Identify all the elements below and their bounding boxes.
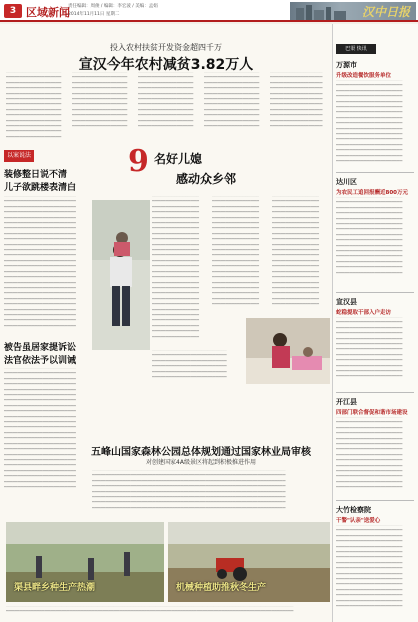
- lead-headline: 宣汉今年农村减贫3.82万人: [78, 57, 254, 73]
- brief-4-body: ▔▔▔▔▔▔▔▔▔▔▔▔▔▔▔▔▔▔▔▔▔▔▔▔ ▔▔▔▔▔▔▔▔▔▔▔▔▔▔▔▔▔▔▔▔▔▔▔▔ ▔▔▔▔▔▔▔▔▔▔▔▔▔▔▔▔▔▔▔▔▔▔▔▔ ▔▔▔▔▔▔▔▔▔▔▔▔▔▔▔▔▔▔▔▔▔▔▔▔ ▔▔▔▔▔▔▔▔▔▔▔▔▔▔▔▔▔▔▔▔▔▔▔▔ ▔▔▔▔▔▔▔▔▔▔▔▔▔▔▔▔▔▔▔▔▔▔▔▔ ▔▔▔▔▔▔▔▔▔▔▔▔▔▔▔▔▔▔▔▔▔▔▔▔ ▔▔▔▔▔▔▔▔▔▔▔▔▔▔▔▔▔▔▔▔▔▔▔▔ ▔▔▔▔▔▔▔▔▔▔▔▔▔▔▔▔▔▔▔▔▔▔▔▔ ▔▔▔▔▔▔▔▔▔▔▔▔▔▔▔▔▔▔▔▔▔▔▔▔ ▔▔▔▔▔▔▔▔▔▔▔▔▔▔▔▔▔▔▔▔▔▔▔▔ ▔▔▔▔▔▔▔▔▔▔▔▔▔▔▔▔▔▔▔▔▔▔▔▔ ▔▔▔▔▔▔▔▔▔▔▔▔▔▔▔▔▔▔▔▔▔▔▔▔ ▔▔▔▔▔▔▔▔▔▔▔▔▔▔▔▔▔▔▔▔▔▔▔▔: [336, 417, 403, 492]
- feature-photo-carry: [92, 200, 150, 350]
- case1-title-1: 装修整日说不清: [4, 170, 68, 180]
- bottom-caption-left: 渠县畔乡种生产热潮: [14, 583, 96, 593]
- brief-3-body: ▔▔▔▔▔▔▔▔▔▔▔▔▔▔▔▔▔▔▔▔▔▔▔▔ ▔▔▔▔▔▔▔▔▔▔▔▔▔▔▔▔▔▔▔▔▔▔▔▔ ▔▔▔▔▔▔▔▔▔▔▔▔▔▔▔▔▔▔▔▔▔▔▔▔ ▔▔▔▔▔▔▔▔▔▔▔▔▔▔▔▔▔▔▔▔▔▔▔▔ ▔▔▔▔▔▔▔▔▔▔▔▔▔▔▔▔▔▔▔▔▔▔▔▔ ▔▔▔▔▔▔▔▔▔▔▔▔▔▔▔▔▔▔▔▔▔▔▔▔ ▔▔▔▔▔▔▔▔▔▔▔▔▔▔▔▔▔▔▔▔▔▔▔▔ ▔▔▔▔▔▔▔▔▔▔▔▔▔▔▔▔▔▔▔▔▔▔▔▔ ▔▔▔▔▔▔▔▔▔▔▔▔▔▔▔▔▔▔▔▔▔▔▔▔ ▔▔▔▔▔▔▔▔▔▔▔▔▔▔▔▔▔▔▔▔▔▔▔▔ ▔▔▔▔▔▔▔▔▔▔▔▔▔▔▔▔▔▔▔▔▔▔▔▔ ▔▔▔▔▔▔▔▔▔▔▔▔▔▔▔▔▔▔▔▔▔▔▔▔: [336, 317, 403, 381]
- brief-5-city: 大竹检察院: [336, 506, 371, 514]
- law-column-tag: 以案说法: [4, 150, 34, 162]
- lead-kicker: 投入农村扶贫开发资金超四千万: [110, 43, 222, 52]
- brief-1-city: 万源市: [336, 61, 357, 69]
- sidebar-tag-label: 巴渠: [345, 46, 356, 52]
- case2-title-2: 法官依法予以训诫: [4, 356, 77, 366]
- feature-title-1: 名好儿媳: [154, 152, 203, 166]
- sidebar-tag-label-2: 快讯: [356, 46, 367, 52]
- brief-3-city: 宣汉县: [336, 298, 357, 306]
- lead-body-col-3: ▔▔▔▔▔▔▔▔▔▔▔▔▔▔▔▔▔▔▔▔ ▔▔▔▔▔▔▔▔▔▔▔▔▔▔▔▔▔▔▔▔ ▔▔▔▔▔▔▔▔▔▔▔▔▔▔▔▔▔▔▔▔ ▔▔▔▔▔▔▔▔▔▔▔▔▔▔▔▔▔▔▔▔ ▔▔▔▔▔▔▔▔▔▔▔▔▔▔▔▔▔▔▔▔ ▔▔▔▔▔▔▔▔▔▔▔▔▔▔▔▔▔▔▔▔ ▔▔▔▔▔▔▔▔▔▔▔▔▔▔▔▔▔▔▔▔ ▔▔▔▔▔▔▔▔▔▔▔▔▔▔▔▔▔▔▔▔ ▔▔▔▔▔▔▔▔▔▔▔▔▔▔▔▔▔▔▔▔ ▔▔▔▔▔▔▔▔▔▔▔▔▔▔▔▔▔▔▔▔ ▔▔▔▔▔▔▔▔▔▔▔▔▔▔▔▔▔▔▔▔: [138, 72, 194, 131]
- bottom-caption-right: 机械种植助推秋冬生产: [176, 583, 267, 593]
- feature-number: 9: [128, 144, 149, 179]
- feature-body-col-2: ▔▔▔▔▔▔▔▔▔▔▔▔▔▔▔▔▔ ▔▔▔▔▔▔▔▔▔▔▔▔▔▔▔▔▔ ▔▔▔▔▔▔▔▔▔▔▔▔▔▔▔▔▔ ▔▔▔▔▔▔▔▔▔▔▔▔▔▔▔▔▔ ▔▔▔▔▔▔▔▔▔▔▔▔▔▔▔▔▔ ▔▔▔▔▔▔▔▔▔▔▔▔▔▔▔▔▔ ▔▔▔▔▔▔▔▔▔▔▔▔▔▔▔▔▔ ▔▔▔▔▔▔▔▔▔▔▔▔▔▔▔▔▔ ▔▔▔▔▔▔▔▔▔▔▔▔▔▔▔▔▔ ▔▔▔▔▔▔▔▔▔▔▔▔▔▔▔▔▔ ▔▔▔▔▔▔▔▔▔▔▔▔▔▔▔▔▔ ▔▔▔▔▔▔▔▔▔▔▔▔▔▔▔▔▔ ▔▔▔▔▔▔▔▔▔▔▔▔▔▔▔▔▔ ▔▔▔▔▔▔▔▔▔▔▔▔▔▔▔▔▔ ▔▔▔▔▔▔▔▔▔▔▔▔▔▔▔▔▔ ▔▔▔▔▔▔▔▔▔▔▔▔▔▔▔▔▔ ▔▔▔▔▔▔▔▔▔▔▔▔▔▔▔▔▔ ▔▔▔▔▔▔▔▔▔▔▔▔▔▔▔▔▔ ▔▔▔▔▔▔▔▔▔▔▔▔▔▔▔▔▔ ▔▔▔▔▔▔▔▔▔▔▔▔▔▔▔▔▔ ▔▔▔▔▔▔▔▔▔▔▔▔▔▔▔▔▔: [212, 196, 259, 309]
- bottom-captions-text: ▔▔▔▔▔▔▔▔▔▔▔▔▔▔▔▔▔▔▔▔▔▔▔▔▔▔▔▔▔▔▔▔▔▔▔▔▔▔▔▔▔▔▔▔▔▔▔▔▔▔▔▔▔▔▔▔▔▔▔▔▔▔▔▔▔▔▔▔▔▔▔▔▔▔▔▔▔▔▔▔▔▔▔▔▔▔▔▔▔▔▔▔▔▔▔▔▔▔▔▔▔▔▔▔ ▔▔▔▔▔▔▔▔▔▔▔▔▔▔▔▔▔▔▔▔▔▔▔▔▔▔▔▔▔▔▔▔▔▔▔▔▔▔▔▔▔▔▔▔▔▔▔▔▔▔▔▔▔▔▔▔▔▔▔▔▔▔▔▔▔▔▔▔▔▔▔▔▔▔▔▔▔▔▔▔▔▔▔▔▔▔▔▔▔▔▔▔▔▔▔▔▔▔▔▔▔▔▔▔: [6, 606, 294, 616]
- lead-body-col-1: ▔▔▔▔▔▔▔▔▔▔▔▔▔▔▔▔▔▔▔▔ ▔▔▔▔▔▔▔▔▔▔▔▔▔▔▔▔▔▔▔▔ ▔▔▔▔▔▔▔▔▔▔▔▔▔▔▔▔▔▔▔▔ ▔▔▔▔▔▔▔▔▔▔▔▔▔▔▔▔▔▔▔▔ ▔▔▔▔▔▔▔▔▔▔▔▔▔▔▔▔▔▔▔▔ ▔▔▔▔▔▔▔▔▔▔▔▔▔▔▔▔▔▔▔▔ ▔▔▔▔▔▔▔▔▔▔▔▔▔▔▔▔▔▔▔▔ ▔▔▔▔▔▔▔▔▔▔▔▔▔▔▔▔▔▔▔▔ ▔▔▔▔▔▔▔▔▔▔▔▔▔▔▔▔▔▔▔▔ ▔▔▔▔▔▔▔▔▔▔▔▔▔▔▔▔▔▔▔▔ ▔▔▔▔▔▔▔▔▔▔▔▔▔▔▔▔▔▔▔▔ ▔▔▔▔▔▔▔▔▔▔▔▔▔▔▔▔▔▔▔▔ ▔▔▔▔▔▔▔▔▔▔▔▔▔▔▔▔▔▔▔▔: [6, 72, 62, 141]
- section-title: 区域新闻: [26, 6, 70, 19]
- forest-headline: 五峰山国家森林公园总体规划通过国家林业局审核: [91, 447, 311, 458]
- brief-5-body: ▔▔▔▔▔▔▔▔▔▔▔▔▔▔▔▔▔▔▔▔▔▔▔▔ ▔▔▔▔▔▔▔▔▔▔▔▔▔▔▔▔▔▔▔▔▔▔▔▔ ▔▔▔▔▔▔▔▔▔▔▔▔▔▔▔▔▔▔▔▔▔▔▔▔ ▔▔▔▔▔▔▔▔▔▔▔▔▔▔▔▔▔▔▔▔▔▔▔▔ ▔▔▔▔▔▔▔▔▔▔▔▔▔▔▔▔▔▔▔▔▔▔▔▔ ▔▔▔▔▔▔▔▔▔▔▔▔▔▔▔▔▔▔▔▔▔▔▔▔ ▔▔▔▔▔▔▔▔▔▔▔▔▔▔▔▔▔▔▔▔▔▔▔▔ ▔▔▔▔▔▔▔▔▔▔▔▔▔▔▔▔▔▔▔▔▔▔▔▔ ▔▔▔▔▔▔▔▔▔▔▔▔▔▔▔▔▔▔▔▔▔▔▔▔ ▔▔▔▔▔▔▔▔▔▔▔▔▔▔▔▔▔▔▔▔▔▔▔▔ ▔▔▔▔▔▔▔▔▔▔▔▔▔▔▔▔▔▔▔▔▔▔▔▔ ▔▔▔▔▔▔▔▔▔▔▔▔▔▔▔▔▔▔▔▔▔▔▔▔ ▔▔▔▔▔▔▔▔▔▔▔▔▔▔▔▔▔▔▔▔▔▔▔▔ ▔▔▔▔▔▔▔▔▔▔▔▔▔▔▔▔▔▔▔▔▔▔▔▔ ▔▔▔▔▔▔▔▔▔▔▔▔▔▔▔▔▔▔▔▔▔▔▔▔ ▔▔▔▔▔▔▔▔▔▔▔▔▔▔▔▔▔▔▔▔▔▔▔▔: [336, 525, 403, 611]
- case2-body: ▔▔▔▔▔▔▔▔▔▔▔▔▔▔▔▔▔▔▔▔▔▔▔▔▔▔ ▔▔▔▔▔▔▔▔▔▔▔▔▔▔▔▔▔▔▔▔▔▔▔▔▔▔ ▔▔▔▔▔▔▔▔▔▔▔▔▔▔▔▔▔▔▔▔▔▔▔▔▔▔ ▔▔▔▔▔▔▔▔▔▔▔▔▔▔▔▔▔▔▔▔▔▔▔▔▔▔ ▔▔▔▔▔▔▔▔▔▔▔▔▔▔▔▔▔▔▔▔▔▔▔▔▔▔ ▔▔▔▔▔▔▔▔▔▔▔▔▔▔▔▔▔▔▔▔▔▔▔▔▔▔ ▔▔▔▔▔▔▔▔▔▔▔▔▔▔▔▔▔▔▔▔▔▔▔▔▔▔ ▔▔▔▔▔▔▔▔▔▔▔▔▔▔▔▔▔▔▔▔▔▔▔▔▔▔ ▔▔▔▔▔▔▔▔▔▔▔▔▔▔▔▔▔▔▔▔▔▔▔▔▔▔ ▔▔▔▔▔▔▔▔▔▔▔▔▔▔▔▔▔▔▔▔▔▔▔▔▔▔ ▔▔▔▔▔▔▔▔▔▔▔▔▔▔▔▔▔▔▔▔▔▔▔▔▔▔ ▔▔▔▔▔▔▔▔▔▔▔▔▔▔▔▔▔▔▔▔▔▔▔▔▔▔ ▔▔▔▔▔▔▔▔▔▔▔▔▔▔▔▔▔▔▔▔▔▔▔▔▔▔ ▔▔▔▔▔▔▔▔▔▔▔▔▔▔▔▔▔▔▔▔▔▔▔▔▔▔ ▔▔▔▔▔▔▔▔▔▔▔▔▔▔▔▔▔▔▔▔▔▔▔▔▔▔ ▔▔▔▔▔▔▔▔▔▔▔▔▔▔▔▔▔▔▔▔▔▔▔▔▔▔ ▔▔▔▔▔▔▔▔▔▔▔▔▔▔▔▔▔▔▔▔▔▔▔▔▔▔ ▔▔▔▔▔▔▔▔▔▔▔▔▔▔▔▔▔▔▔▔▔▔▔▔▔▔ ▔▔▔▔▔▔▔▔▔▔▔▔▔▔▔▔▔▔▔▔▔▔▔▔▔▔ ▔▔▔▔▔▔▔▔▔▔▔▔▔▔▔▔▔▔▔▔▔▔▔▔▔▔ ▔▔▔▔▔▔▔▔▔▔▔▔▔▔▔▔▔▔▔▔▔▔▔▔▔▔ ▔▔▔▔▔▔▔▔▔▔▔▔▔▔▔▔▔▔▔▔▔▔▔▔▔▔ ▔▔▔▔▔▔▔▔▔▔▔▔▔▔▔▔▔▔▔▔▔▔▔▔▔▔: [4, 368, 76, 491]
- sidebar-divider: [336, 500, 414, 501]
- lead-body-col-5: ▔▔▔▔▔▔▔▔▔▔▔▔▔▔▔▔▔▔▔ ▔▔▔▔▔▔▔▔▔▔▔▔▔▔▔▔▔▔▔ ▔▔▔▔▔▔▔▔▔▔▔▔▔▔▔▔▔▔▔ ▔▔▔▔▔▔▔▔▔▔▔▔▔▔▔▔▔▔▔ ▔▔▔▔▔▔▔▔▔▔▔▔▔▔▔▔▔▔▔ ▔▔▔▔▔▔▔▔▔▔▔▔▔▔▔▔▔▔▔ ▔▔▔▔▔▔▔▔▔▔▔▔▔▔▔▔▔▔▔ ▔▔▔▔▔▔▔▔▔▔▔▔▔▔▔▔▔▔▔ ▔▔▔▔▔▔▔▔▔▔▔▔▔▔▔▔▔▔▔ ▔▔▔▔▔▔▔▔▔▔▔▔▔▔▔▔▔▔▔ ▔▔▔▔▔▔▔▔▔▔▔▔▔▔▔▔▔▔▔: [270, 72, 323, 131]
- brief-4-city: 开江县: [336, 398, 357, 406]
- sidebar-divider: [336, 292, 414, 293]
- masthead: [0, 0, 418, 22]
- issue-date: 2014年11月11日 星期二: [68, 12, 120, 17]
- feature-body-col-3: ▔▔▔▔▔▔▔▔▔▔▔▔▔▔▔▔▔ ▔▔▔▔▔▔▔▔▔▔▔▔▔▔▔▔▔ ▔▔▔▔▔▔▔▔▔▔▔▔▔▔▔▔▔ ▔▔▔▔▔▔▔▔▔▔▔▔▔▔▔▔▔ ▔▔▔▔▔▔▔▔▔▔▔▔▔▔▔▔▔ ▔▔▔▔▔▔▔▔▔▔▔▔▔▔▔▔▔ ▔▔▔▔▔▔▔▔▔▔▔▔▔▔▔▔▔ ▔▔▔▔▔▔▔▔▔▔▔▔▔▔▔▔▔ ▔▔▔▔▔▔▔▔▔▔▔▔▔▔▔▔▔ ▔▔▔▔▔▔▔▔▔▔▔▔▔▔▔▔▔ ▔▔▔▔▔▔▔▔▔▔▔▔▔▔▔▔▔ ▔▔▔▔▔▔▔▔▔▔▔▔▔▔▔▔▔ ▔▔▔▔▔▔▔▔▔▔▔▔▔▔▔▔▔ ▔▔▔▔▔▔▔▔▔▔▔▔▔▔▔▔▔ ▔▔▔▔▔▔▔▔▔▔▔▔▔▔▔▔▔ ▔▔▔▔▔▔▔▔▔▔▔▔▔▔▔▔▔ ▔▔▔▔▔▔▔▔▔▔▔▔▔▔▔▔▔ ▔▔▔▔▔▔▔▔▔▔▔▔▔▔▔▔▔ ▔▔▔▔▔▔▔▔▔▔▔▔▔▔▔▔▔ ▔▔▔▔▔▔▔▔▔▔▔▔▔▔▔▔▔ ▔▔▔▔▔▔▔▔▔▔▔▔▔▔▔▔▔: [272, 196, 319, 309]
- sidebar-divider: [336, 172, 414, 173]
- feature-photo-care: [246, 318, 330, 384]
- case2-title-1: 被告虽居家提诉讼: [4, 343, 77, 353]
- forest-subheadline: 对创建国家4A级景区将起到积极推进作用: [146, 459, 256, 466]
- feature-title-2: 感动众乡邻: [176, 172, 237, 186]
- newspaper-logo: 汉中日报: [361, 5, 410, 19]
- forest-body: ▔▔▔▔▔▔▔▔▔▔▔▔▔▔▔▔▔▔▔▔▔▔▔▔▔▔▔▔▔▔▔▔▔▔▔▔▔▔▔▔▔▔▔▔▔▔▔▔▔▔▔▔▔▔▔▔▔▔▔▔▔▔▔▔▔▔▔▔▔▔ ▔▔▔▔▔▔▔▔▔▔▔▔▔▔▔▔▔▔▔▔▔▔▔▔▔▔▔▔▔▔▔▔▔▔▔▔▔▔▔▔▔▔▔▔▔▔▔▔▔▔▔▔▔▔▔▔▔▔▔▔▔▔▔▔▔▔▔▔▔▔ ▔▔▔▔▔▔▔▔▔▔▔▔▔▔▔▔▔▔▔▔▔▔▔▔▔▔▔▔▔▔▔▔▔▔▔▔▔▔▔▔▔▔▔▔▔▔▔▔▔▔▔▔▔▔▔▔▔▔▔▔▔▔▔▔▔▔▔▔▔▔ ▔▔▔▔▔▔▔▔▔▔▔▔▔▔▔▔▔▔▔▔▔▔▔▔▔▔▔▔▔▔▔▔▔▔▔▔▔▔▔▔▔▔▔▔▔▔▔▔▔▔▔▔▔▔▔▔▔▔▔▔▔▔▔▔▔▔▔▔▔▔ ▔▔▔▔▔▔▔▔▔▔▔▔▔▔▔▔▔▔▔▔▔▔▔▔▔▔▔▔▔▔▔▔▔▔▔▔▔▔▔▔▔▔▔▔▔▔▔▔▔▔▔▔▔▔▔▔▔▔▔▔▔▔▔▔▔▔▔▔▔▔ ▔▔▔▔▔▔▔▔▔▔▔▔▔▔▔▔▔▔▔▔▔▔▔▔▔▔▔▔▔▔▔▔▔▔▔▔▔▔▔▔▔▔▔▔▔▔▔▔▔▔▔▔▔▔▔▔▔▔▔▔▔▔▔▔▔▔▔▔▔▔ ▔▔▔▔▔▔▔▔▔▔▔▔▔▔▔▔▔▔▔▔▔▔▔▔▔▔▔▔▔▔▔▔▔▔▔▔▔▔▔▔▔▔▔▔▔▔▔▔▔▔▔▔▔▔▔▔▔▔▔▔▔▔▔▔▔▔▔▔▔▔ ▔▔▔▔▔▔▔▔▔▔▔▔▔▔▔▔▔▔▔▔▔▔▔▔▔▔▔▔▔▔▔▔▔▔▔▔▔▔▔▔▔▔▔▔▔▔▔▔▔▔▔▔▔▔▔▔▔▔▔▔▔▔▔▔▔▔▔▔▔▔: [92, 470, 286, 512]
- brief-1-headline: 升级改造餐饮服务单位: [336, 73, 392, 79]
- case1-body: ▔▔▔▔▔▔▔▔▔▔▔▔▔▔▔▔▔▔▔▔▔▔▔▔▔▔ ▔▔▔▔▔▔▔▔▔▔▔▔▔▔▔▔▔▔▔▔▔▔▔▔▔▔ ▔▔▔▔▔▔▔▔▔▔▔▔▔▔▔▔▔▔▔▔▔▔▔▔▔▔ ▔▔▔▔▔▔▔▔▔▔▔▔▔▔▔▔▔▔▔▔▔▔▔▔▔▔ ▔▔▔▔▔▔▔▔▔▔▔▔▔▔▔▔▔▔▔▔▔▔▔▔▔▔ ▔▔▔▔▔▔▔▔▔▔▔▔▔▔▔▔▔▔▔▔▔▔▔▔▔▔ ▔▔▔▔▔▔▔▔▔▔▔▔▔▔▔▔▔▔▔▔▔▔▔▔▔▔ ▔▔▔▔▔▔▔▔▔▔▔▔▔▔▔▔▔▔▔▔▔▔▔▔▔▔ ▔▔▔▔▔▔▔▔▔▔▔▔▔▔▔▔▔▔▔▔▔▔▔▔▔▔ ▔▔▔▔▔▔▔▔▔▔▔▔▔▔▔▔▔▔▔▔▔▔▔▔▔▔ ▔▔▔▔▔▔▔▔▔▔▔▔▔▔▔▔▔▔▔▔▔▔▔▔▔▔ ▔▔▔▔▔▔▔▔▔▔▔▔▔▔▔▔▔▔▔▔▔▔▔▔▔▔ ▔▔▔▔▔▔▔▔▔▔▔▔▔▔▔▔▔▔▔▔▔▔▔▔▔▔ ▔▔▔▔▔▔▔▔▔▔▔▔▔▔▔▔▔▔▔▔▔▔▔▔▔▔ ▔▔▔▔▔▔▔▔▔▔▔▔▔▔▔▔▔▔▔▔▔▔▔▔▔▔ ▔▔▔▔▔▔▔▔▔▔▔▔▔▔▔▔▔▔▔▔▔▔▔▔▔▔ ▔▔▔▔▔▔▔▔▔▔▔▔▔▔▔▔▔▔▔▔▔▔▔▔▔▔ ▔▔▔▔▔▔▔▔▔▔▔▔▔▔▔▔▔▔▔▔▔▔▔▔▔▔ ▔▔▔▔▔▔▔▔▔▔▔▔▔▔▔▔▔▔▔▔▔▔▔▔▔▔ ▔▔▔▔▔▔▔▔▔▔▔▔▔▔▔▔▔▔▔▔▔▔▔▔▔▔ ▔▔▔▔▔▔▔▔▔▔▔▔▔▔▔▔▔▔▔▔▔▔▔▔▔▔ ▔▔▔▔▔▔▔▔▔▔▔▔▔▔▔▔▔▔▔▔▔▔▔▔▔▔ ▔▔▔▔▔▔▔▔▔▔▔▔▔▔▔▔▔▔▔▔▔▔▔▔▔▔ ▔▔▔▔▔▔▔▔▔▔▔▔▔▔▔▔▔▔▔▔▔▔▔▔▔▔ ▔▔▔▔▔▔▔▔▔▔▔▔▔▔▔▔▔▔▔▔▔▔▔▔▔▔: [4, 196, 76, 330]
- page-number: 3: [4, 4, 22, 18]
- city-banner: [290, 2, 416, 20]
- caregiver-image: [246, 318, 330, 384]
- sidebar-divider: [336, 392, 414, 393]
- woman-carrying-elder-image: [92, 200, 150, 350]
- sidebar-tag: [336, 44, 376, 54]
- brief-1-body: ▔▔▔▔▔▔▔▔▔▔▔▔▔▔▔▔▔▔▔▔▔▔▔▔ ▔▔▔▔▔▔▔▔▔▔▔▔▔▔▔▔▔▔▔▔▔▔▔▔ ▔▔▔▔▔▔▔▔▔▔▔▔▔▔▔▔▔▔▔▔▔▔▔▔ ▔▔▔▔▔▔▔▔▔▔▔▔▔▔▔▔▔▔▔▔▔▔▔▔ ▔▔▔▔▔▔▔▔▔▔▔▔▔▔▔▔▔▔▔▔▔▔▔▔ ▔▔▔▔▔▔▔▔▔▔▔▔▔▔▔▔▔▔▔▔▔▔▔▔ ▔▔▔▔▔▔▔▔▔▔▔▔▔▔▔▔▔▔▔▔▔▔▔▔ ▔▔▔▔▔▔▔▔▔▔▔▔▔▔▔▔▔▔▔▔▔▔▔▔ ▔▔▔▔▔▔▔▔▔▔▔▔▔▔▔▔▔▔▔▔▔▔▔▔ ▔▔▔▔▔▔▔▔▔▔▔▔▔▔▔▔▔▔▔▔▔▔▔▔ ▔▔▔▔▔▔▔▔▔▔▔▔▔▔▔▔▔▔▔▔▔▔▔▔ ▔▔▔▔▔▔▔▔▔▔▔▔▔▔▔▔▔▔▔▔▔▔▔▔ ▔▔▔▔▔▔▔▔▔▔▔▔▔▔▔▔▔▔▔▔▔▔▔▔ ▔▔▔▔▔▔▔▔▔▔▔▔▔▔▔▔▔▔▔▔▔▔▔▔ ▔▔▔▔▔▔▔▔▔▔▔▔▔▔▔▔▔▔▔▔▔▔▔▔ ▔▔▔▔▔▔▔▔▔▔▔▔▔▔▔▔▔▔▔▔▔▔▔▔: [336, 80, 403, 166]
- case1-title-2: 儿子欲跳楼表清白: [4, 183, 77, 193]
- brief-2-body: ▔▔▔▔▔▔▔▔▔▔▔▔▔▔▔▔▔▔▔▔▔▔▔▔ ▔▔▔▔▔▔▔▔▔▔▔▔▔▔▔▔▔▔▔▔▔▔▔▔ ▔▔▔▔▔▔▔▔▔▔▔▔▔▔▔▔▔▔▔▔▔▔▔▔ ▔▔▔▔▔▔▔▔▔▔▔▔▔▔▔▔▔▔▔▔▔▔▔▔ ▔▔▔▔▔▔▔▔▔▔▔▔▔▔▔▔▔▔▔▔▔▔▔▔ ▔▔▔▔▔▔▔▔▔▔▔▔▔▔▔▔▔▔▔▔▔▔▔▔ ▔▔▔▔▔▔▔▔▔▔▔▔▔▔▔▔▔▔▔▔▔▔▔▔ ▔▔▔▔▔▔▔▔▔▔▔▔▔▔▔▔▔▔▔▔▔▔▔▔ ▔▔▔▔▔▔▔▔▔▔▔▔▔▔▔▔▔▔▔▔▔▔▔▔ ▔▔▔▔▔▔▔▔▔▔▔▔▔▔▔▔▔▔▔▔▔▔▔▔ ▔▔▔▔▔▔▔▔▔▔▔▔▔▔▔▔▔▔▔▔▔▔▔▔ ▔▔▔▔▔▔▔▔▔▔▔▔▔▔▔▔▔▔▔▔▔▔▔▔ ▔▔▔▔▔▔▔▔▔▔▔▔▔▔▔▔▔▔▔▔▔▔▔▔ ▔▔▔▔▔▔▔▔▔▔▔▔▔▔▔▔▔▔▔▔▔▔▔▔ ▔▔▔▔▔▔▔▔▔▔▔▔▔▔▔▔▔▔▔▔▔▔▔▔: [336, 197, 403, 277]
- brief-4-headline: 四部门联合督促和谐市场建设: [336, 410, 408, 416]
- feature-body-col-1: ▔▔▔▔▔▔▔▔▔▔▔▔▔▔▔▔▔ ▔▔▔▔▔▔▔▔▔▔▔▔▔▔▔▔▔ ▔▔▔▔▔▔▔▔▔▔▔▔▔▔▔▔▔ ▔▔▔▔▔▔▔▔▔▔▔▔▔▔▔▔▔ ▔▔▔▔▔▔▔▔▔▔▔▔▔▔▔▔▔ ▔▔▔▔▔▔▔▔▔▔▔▔▔▔▔▔▔ ▔▔▔▔▔▔▔▔▔▔▔▔▔▔▔▔▔ ▔▔▔▔▔▔▔▔▔▔▔▔▔▔▔▔▔ ▔▔▔▔▔▔▔▔▔▔▔▔▔▔▔▔▔ ▔▔▔▔▔▔▔▔▔▔▔▔▔▔▔▔▔ ▔▔▔▔▔▔▔▔▔▔▔▔▔▔▔▔▔ ▔▔▔▔▔▔▔▔▔▔▔▔▔▔▔▔▔ ▔▔▔▔▔▔▔▔▔▔▔▔▔▔▔▔▔ ▔▔▔▔▔▔▔▔▔▔▔▔▔▔▔▔▔ ▔▔▔▔▔▔▔▔▔▔▔▔▔▔▔▔▔ ▔▔▔▔▔▔▔▔▔▔▔▔▔▔▔▔▔ ▔▔▔▔▔▔▔▔▔▔▔▔▔▔▔▔▔ ▔▔▔▔▔▔▔▔▔▔▔▔▔▔▔▔▔ ▔▔▔▔▔▔▔▔▔▔▔▔▔▔▔▔▔ ▔▔▔▔▔▔▔▔▔▔▔▔▔▔▔▔▔ ▔▔▔▔▔▔▔▔▔▔▔▔▔▔▔▔▔ ▔▔▔▔▔▔▔▔▔▔▔▔▔▔▔▔▔ ▔▔▔▔▔▔▔▔▔▔▔▔▔▔▔▔▔ ▔▔▔▔▔▔▔▔▔▔▔▔▔▔▔▔▔ ▔▔▔▔▔▔▔▔▔▔▔▔▔▔▔▔▔ ▔▔▔▔▔▔▔▔▔▔▔▔▔▔▔▔▔ ▔▔▔▔▔▔▔▔▔▔▔▔▔▔▔▔▔: [152, 196, 199, 341]
- lead-body-col-2: ▔▔▔▔▔▔▔▔▔▔▔▔▔▔▔▔▔▔▔▔ ▔▔▔▔▔▔▔▔▔▔▔▔▔▔▔▔▔▔▔▔ ▔▔▔▔▔▔▔▔▔▔▔▔▔▔▔▔▔▔▔▔ ▔▔▔▔▔▔▔▔▔▔▔▔▔▔▔▔▔▔▔▔ ▔▔▔▔▔▔▔▔▔▔▔▔▔▔▔▔▔▔▔▔ ▔▔▔▔▔▔▔▔▔▔▔▔▔▔▔▔▔▔▔▔ ▔▔▔▔▔▔▔▔▔▔▔▔▔▔▔▔▔▔▔▔ ▔▔▔▔▔▔▔▔▔▔▔▔▔▔▔▔▔▔▔▔ ▔▔▔▔▔▔▔▔▔▔▔▔▔▔▔▔▔▔▔▔ ▔▔▔▔▔▔▔▔▔▔▔▔▔▔▔▔▔▔▔▔ ▔▔▔▔▔▔▔▔▔▔▔▔▔▔▔▔▔▔▔▔: [72, 72, 128, 131]
- brief-2-headline: 为农民工追回报酬近800万元: [336, 190, 408, 196]
- brief-5-headline: 干警"认亲"送爱心: [336, 518, 381, 524]
- lead-body-col-4: ▔▔▔▔▔▔▔▔▔▔▔▔▔▔▔▔▔▔▔▔ ▔▔▔▔▔▔▔▔▔▔▔▔▔▔▔▔▔▔▔▔ ▔▔▔▔▔▔▔▔▔▔▔▔▔▔▔▔▔▔▔▔ ▔▔▔▔▔▔▔▔▔▔▔▔▔▔▔▔▔▔▔▔ ▔▔▔▔▔▔▔▔▔▔▔▔▔▔▔▔▔▔▔▔ ▔▔▔▔▔▔▔▔▔▔▔▔▔▔▔▔▔▔▔▔ ▔▔▔▔▔▔▔▔▔▔▔▔▔▔▔▔▔▔▔▔ ▔▔▔▔▔▔▔▔▔▔▔▔▔▔▔▔▔▔▔▔ ▔▔▔▔▔▔▔▔▔▔▔▔▔▔▔▔▔▔▔▔ ▔▔▔▔▔▔▔▔▔▔▔▔▔▔▔▔▔▔▔▔ ▔▔▔▔▔▔▔▔▔▔▔▔▔▔▔▔▔▔▔▔: [204, 72, 260, 131]
- brief-3-headline: 蛇稳提取干部入户走访: [336, 310, 392, 316]
- feature-body-col-4: ▔▔▔▔▔▔▔▔▔▔▔▔▔▔▔▔▔▔▔▔▔▔▔▔▔▔▔ ▔▔▔▔▔▔▔▔▔▔▔▔▔▔▔▔▔▔▔▔▔▔▔▔▔▔▔ ▔▔▔▔▔▔▔▔▔▔▔▔▔▔▔▔▔▔▔▔▔▔▔▔▔▔▔ ▔▔▔▔▔▔▔▔▔▔▔▔▔▔▔▔▔▔▔▔▔▔▔▔▔▔▔ ▔▔▔▔▔▔▔▔▔▔▔▔▔▔▔▔▔▔▔▔▔▔▔▔▔▔▔ ▔▔▔▔▔▔▔▔▔▔▔▔▔▔▔▔▔▔▔▔▔▔▔▔▔▔▔: [152, 350, 227, 382]
- brief-2-city: 达川区: [336, 178, 357, 186]
- editor-credits: 责任编辑：周俊 / 编辑：李宏波 / 美编：孟娟: [68, 4, 158, 9]
